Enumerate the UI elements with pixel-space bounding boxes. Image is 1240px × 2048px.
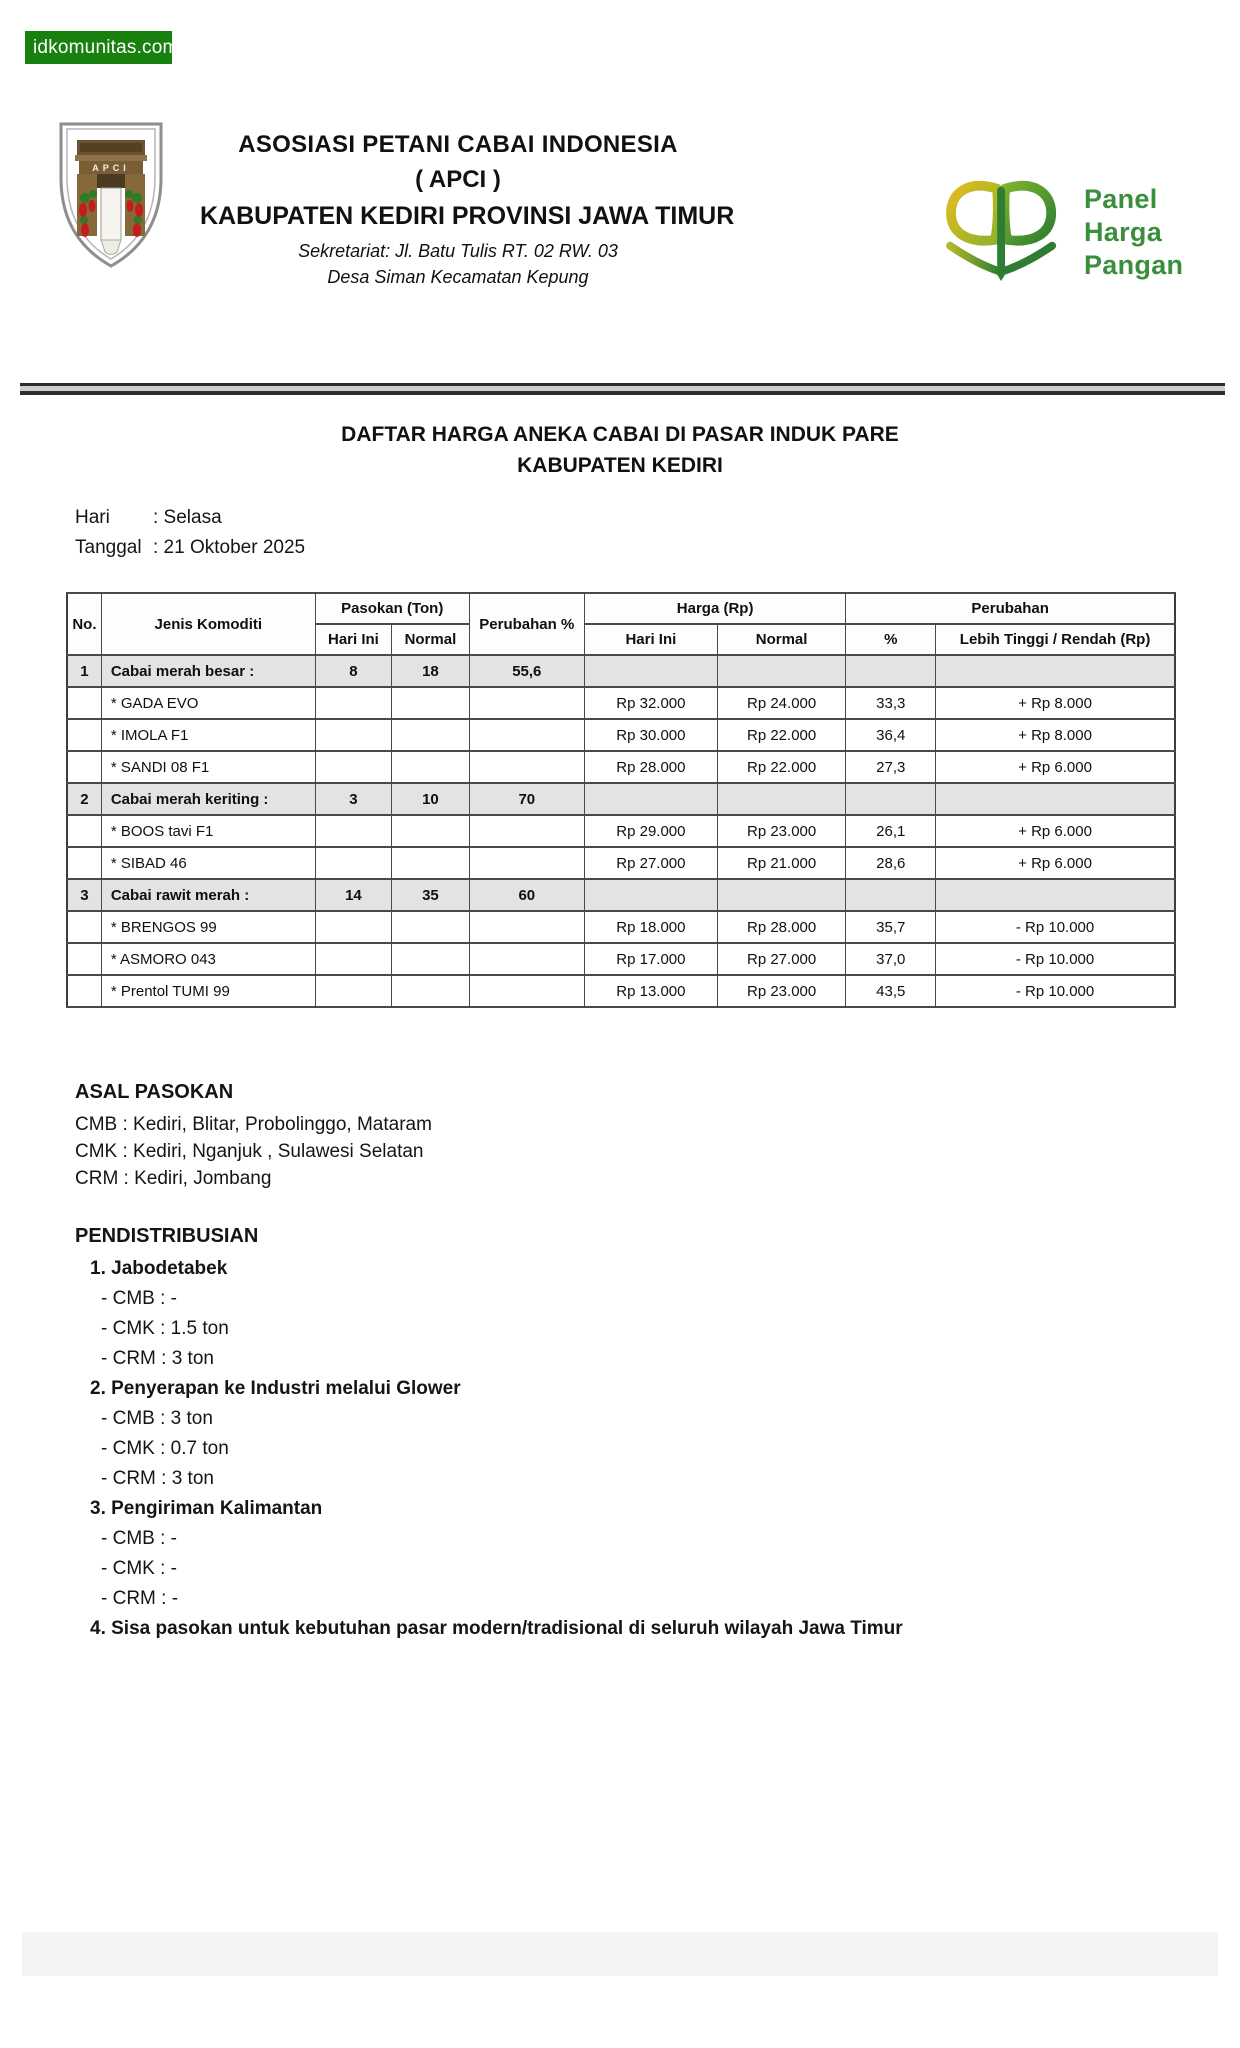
harga-hari-ini-cell: Rp 32.000 <box>584 687 717 719</box>
item-row <box>67 815 1175 847</box>
phh-line3: Pangan <box>1084 250 1184 280</box>
perubahan-pct-cell <box>469 751 584 783</box>
harga-normal-cell: Rp 27.000 <box>717 943 846 975</box>
watermark-banner <box>25 31 179 64</box>
pasokan-hari-ini-cell: 14 <box>315 879 391 911</box>
phh-line1: Panel <box>1084 184 1158 214</box>
document-meta <box>75 503 305 563</box>
panel-harga-pangan-logo <box>938 175 1208 285</box>
item-row <box>67 687 1175 719</box>
item-row <box>67 911 1175 943</box>
date-label: Tanggal <box>75 537 142 558</box>
pct-cell: 36,4 <box>846 719 936 751</box>
no-cell <box>67 847 101 879</box>
pct-cell <box>846 783 936 815</box>
change-cell: + Rp 8.000 <box>936 687 1175 719</box>
pct-cell <box>846 879 936 911</box>
asal-cmb-line: CMB : Kediri, Blitar, Probolinggo, Mataram <box>75 1114 432 1135</box>
price-table-body <box>67 655 1175 1007</box>
pasokan-normal-cell <box>392 911 470 943</box>
pasokan-hari-ini-cell: 3 <box>315 783 391 815</box>
harga-normal-cell: Rp 21.000 <box>717 847 846 879</box>
perubahan-pct-cell: 60 <box>469 879 584 911</box>
komoditi-cell: * SIBAD 46 <box>101 847 315 879</box>
perubahan-pct-cell <box>469 815 584 847</box>
komoditi-cell: Cabai merah besar : <box>101 655 315 687</box>
harga-normal-cell <box>717 655 846 687</box>
pct-cell: 27,3 <box>846 751 936 783</box>
pasokan-normal-cell: 35 <box>392 879 470 911</box>
komoditi-cell: * SANDI 08 F1 <box>101 751 315 783</box>
harga-normal-cell <box>717 783 846 815</box>
pasokan-hari-ini-cell <box>315 975 391 1007</box>
change-cell: - Rp 10.000 <box>936 911 1175 943</box>
pasokan-hari-ini-cell <box>315 687 391 719</box>
day-row <box>75 503 305 533</box>
watermark-text: idkomunitas.com <box>33 36 179 58</box>
harga-normal-cell: Rp 23.000 <box>717 815 846 847</box>
secretariat-address-line2: Desa Siman Kecamatan Kepung <box>327 267 589 287</box>
no-cell <box>67 943 101 975</box>
change-cell <box>936 879 1175 911</box>
pct-cell: 37,0 <box>846 943 936 975</box>
harga-hari-ini-cell: Rp 30.000 <box>584 719 717 751</box>
pendistribusian-item-2-cmk: - CMK : 0.7 ton <box>101 1438 229 1459</box>
no-cell <box>67 751 101 783</box>
pasokan-normal-cell <box>392 719 470 751</box>
document-title-line1: DAFTAR HARGA ANEKA CABAI DI PASAR INDUK PARE <box>341 423 899 446</box>
komoditi-cell: * Prentol TUMI 99 <box>101 975 315 1007</box>
pendistribusian-section <box>75 1225 903 1644</box>
pendistribusian-item-3-cmb: - CMB : - <box>101 1528 177 1549</box>
document-title <box>0 419 1240 481</box>
change-cell: + Rp 6.000 <box>936 847 1175 879</box>
harga-normal-cell: Rp 24.000 <box>717 687 846 719</box>
pendistribusian-item-2-crm: - CRM : 3 ton <box>101 1468 214 1489</box>
pasokan-normal-cell: 18 <box>392 655 470 687</box>
change-cell: + Rp 6.000 <box>936 751 1175 783</box>
category-row <box>67 879 1175 911</box>
komoditi-cell: * ASMORO 043 <box>101 943 315 975</box>
change-cell <box>936 655 1175 687</box>
svg-text:APCI: APCI <box>92 163 130 173</box>
perubahan-pct-cell <box>469 975 584 1007</box>
header-harga-hari-ini: Hari Ini <box>584 624 717 655</box>
item-row <box>67 847 1175 879</box>
change-cell: + Rp 6.000 <box>936 815 1175 847</box>
pendistribusian-item-1-cmb: - CMB : - <box>101 1288 177 1309</box>
header-pasokan-normal: Normal <box>392 624 470 655</box>
perubahan-pct-cell <box>469 911 584 943</box>
no-cell: 2 <box>67 783 101 815</box>
pendistribusian-item-1-cmk: - CMK : 1.5 ton <box>101 1318 229 1339</box>
harga-hari-ini-cell <box>584 655 717 687</box>
change-cell <box>936 783 1175 815</box>
day-label: Hari <box>75 507 110 528</box>
komoditi-cell: * BRENGOS 99 <box>101 911 315 943</box>
pendistribusian-item-3-cmk: - CMK : - <box>101 1558 177 1579</box>
secretariat-address-line1: Sekretariat: Jl. Batu Tulis RT. 02 RW. 03 <box>298 241 618 261</box>
pct-cell <box>846 655 936 687</box>
komoditi-cell: * IMOLA F1 <box>101 719 315 751</box>
change-cell: - Rp 10.000 <box>936 975 1175 1007</box>
pct-cell: 26,1 <box>846 815 936 847</box>
phh-line2: Harga <box>1084 217 1163 247</box>
no-cell: 3 <box>67 879 101 911</box>
header-pasokan-group: Pasokan (Ton) <box>315 593 469 624</box>
change-cell: - Rp 10.000 <box>936 943 1175 975</box>
harga-normal-cell <box>717 879 846 911</box>
pasokan-hari-ini-cell <box>315 719 391 751</box>
pendistribusian-item-3-title: 3. Pengiriman Kalimantan <box>90 1498 323 1519</box>
perubahan-pct-cell: 55,6 <box>469 655 584 687</box>
price-table-header <box>67 593 1175 655</box>
pasokan-normal-cell <box>392 751 470 783</box>
pendistribusian-item-2-title: 2. Penyerapan ke Industri melalui Glower <box>90 1378 461 1399</box>
harga-hari-ini-cell: Rp 29.000 <box>584 815 717 847</box>
komoditi-cell: Cabai merah keriting : <box>101 783 315 815</box>
asal-cmk-line: CMK : Kediri, Nganjuk , Sulawesi Selatan <box>75 1141 424 1162</box>
harga-hari-ini-cell <box>584 879 717 911</box>
panel-harga-pangan-text <box>1084 175 1183 285</box>
header-perubahan-group: Perubahan <box>846 593 1175 624</box>
komoditi-cell: * GADA EVO <box>101 687 315 719</box>
harga-normal-cell: Rp 28.000 <box>717 911 846 943</box>
pasokan-normal-cell <box>392 847 470 879</box>
asal-crm-line: CRM : Kediri, Jombang <box>75 1168 272 1189</box>
perubahan-pct-cell <box>469 687 584 719</box>
pasokan-hari-ini-cell <box>315 911 391 943</box>
item-row <box>67 751 1175 783</box>
document-title-line2: KABUPATEN KEDIRI <box>517 454 723 477</box>
date-row <box>75 533 305 563</box>
pct-cell: 43,5 <box>846 975 936 1007</box>
perubahan-pct-cell <box>469 943 584 975</box>
pct-cell: 33,3 <box>846 687 936 719</box>
apci-shield-icon <box>55 120 167 270</box>
pasokan-hari-ini-cell <box>315 943 391 975</box>
item-row <box>67 719 1175 751</box>
pasokan-normal-cell <box>392 815 470 847</box>
harga-hari-ini-cell: Rp 13.000 <box>584 975 717 1007</box>
perubahan-pct-cell <box>469 719 584 751</box>
pendistribusian-item-3-crm: - CRM : - <box>101 1588 179 1609</box>
pendistribusian-item-1-title: 1. Jabodetabek <box>90 1258 228 1279</box>
header-harga-group: Harga (Rp) <box>584 593 845 624</box>
komoditi-cell: Cabai rawit merah : <box>101 879 315 911</box>
asal-pasokan-section <box>75 1079 432 1192</box>
harga-normal-cell: Rp 22.000 <box>717 751 846 783</box>
header-pct: % <box>846 624 936 655</box>
pendistribusian-item-2-cmb: - CMB : 3 ton <box>101 1408 213 1429</box>
pasokan-hari-ini-cell <box>315 815 391 847</box>
item-row <box>67 943 1175 975</box>
no-cell <box>67 687 101 719</box>
pasokan-normal-cell <box>392 943 470 975</box>
harga-hari-ini-cell: Rp 17.000 <box>584 943 717 975</box>
pendistribusian-item-1-crm: - CRM : 3 ton <box>101 1348 214 1369</box>
no-cell: 1 <box>67 655 101 687</box>
pasokan-normal-cell <box>392 975 470 1007</box>
harga-hari-ini-cell: Rp 27.000 <box>584 847 717 879</box>
header-no: No. <box>67 593 101 655</box>
scan-artifact-band <box>22 1932 1218 1976</box>
komoditi-cell: * BOOS tavi F1 <box>101 815 315 847</box>
pct-cell: 28,6 <box>846 847 936 879</box>
item-row <box>67 975 1175 1007</box>
day-value: : Selasa <box>153 507 222 528</box>
price-table <box>66 592 1176 1008</box>
org-name-line2: ( APCI ) <box>415 166 501 193</box>
change-cell: + Rp 8.000 <box>936 719 1175 751</box>
harga-hari-ini-cell: Rp 28.000 <box>584 751 717 783</box>
pendistribusian-item-4-title: 4. Sisa pasokan untuk kebutuhan pasar modern/tradisional di seluruh wilayah Jawa Timur <box>90 1618 903 1639</box>
asal-pasokan-heading: ASAL PASOKAN <box>75 1081 234 1103</box>
no-cell <box>67 911 101 943</box>
pasokan-normal-cell <box>392 687 470 719</box>
panel-harga-pangan-icon <box>938 175 1076 285</box>
header-harga-normal: Normal <box>717 624 846 655</box>
pasokan-normal-cell: 10 <box>392 783 470 815</box>
pasokan-hari-ini-cell <box>315 847 391 879</box>
org-name-line1: ASOSIASI PETANI CABAI INDONESIA <box>238 131 678 158</box>
apci-logo <box>55 120 167 270</box>
pasokan-hari-ini-cell <box>315 751 391 783</box>
header-komoditi: Jenis Komoditi <box>101 593 315 655</box>
harga-hari-ini-cell: Rp 18.000 <box>584 911 717 943</box>
pasokan-hari-ini-cell: 8 <box>315 655 391 687</box>
harga-normal-cell: Rp 22.000 <box>717 719 846 751</box>
harga-hari-ini-cell <box>584 783 717 815</box>
no-cell <box>67 719 101 751</box>
category-row <box>67 783 1175 815</box>
no-cell <box>67 975 101 1007</box>
pendistribusian-heading: PENDISTRIBUSIAN <box>75 1225 259 1247</box>
pct-cell: 35,7 <box>846 911 936 943</box>
no-cell <box>67 815 101 847</box>
category-row <box>67 655 1175 687</box>
header-pasokan-hari-ini: Hari Ini <box>315 624 391 655</box>
perubahan-pct-cell <box>469 847 584 879</box>
perubahan-pct-cell: 70 <box>469 783 584 815</box>
org-name-line3: KABUPATEN KEDIRI PROVINSI JAWA TIMUR <box>200 202 735 230</box>
date-value: : 21 Oktober 2025 <box>153 537 306 558</box>
header-perubahan-pct: Perubahan % <box>469 593 584 655</box>
header-lebih-tinggi-rendah: Lebih Tinggi / Rendah (Rp) <box>936 624 1175 655</box>
letterhead-divider <box>20 383 1225 395</box>
harga-normal-cell: Rp 23.000 <box>717 975 846 1007</box>
letterhead <box>200 131 735 288</box>
